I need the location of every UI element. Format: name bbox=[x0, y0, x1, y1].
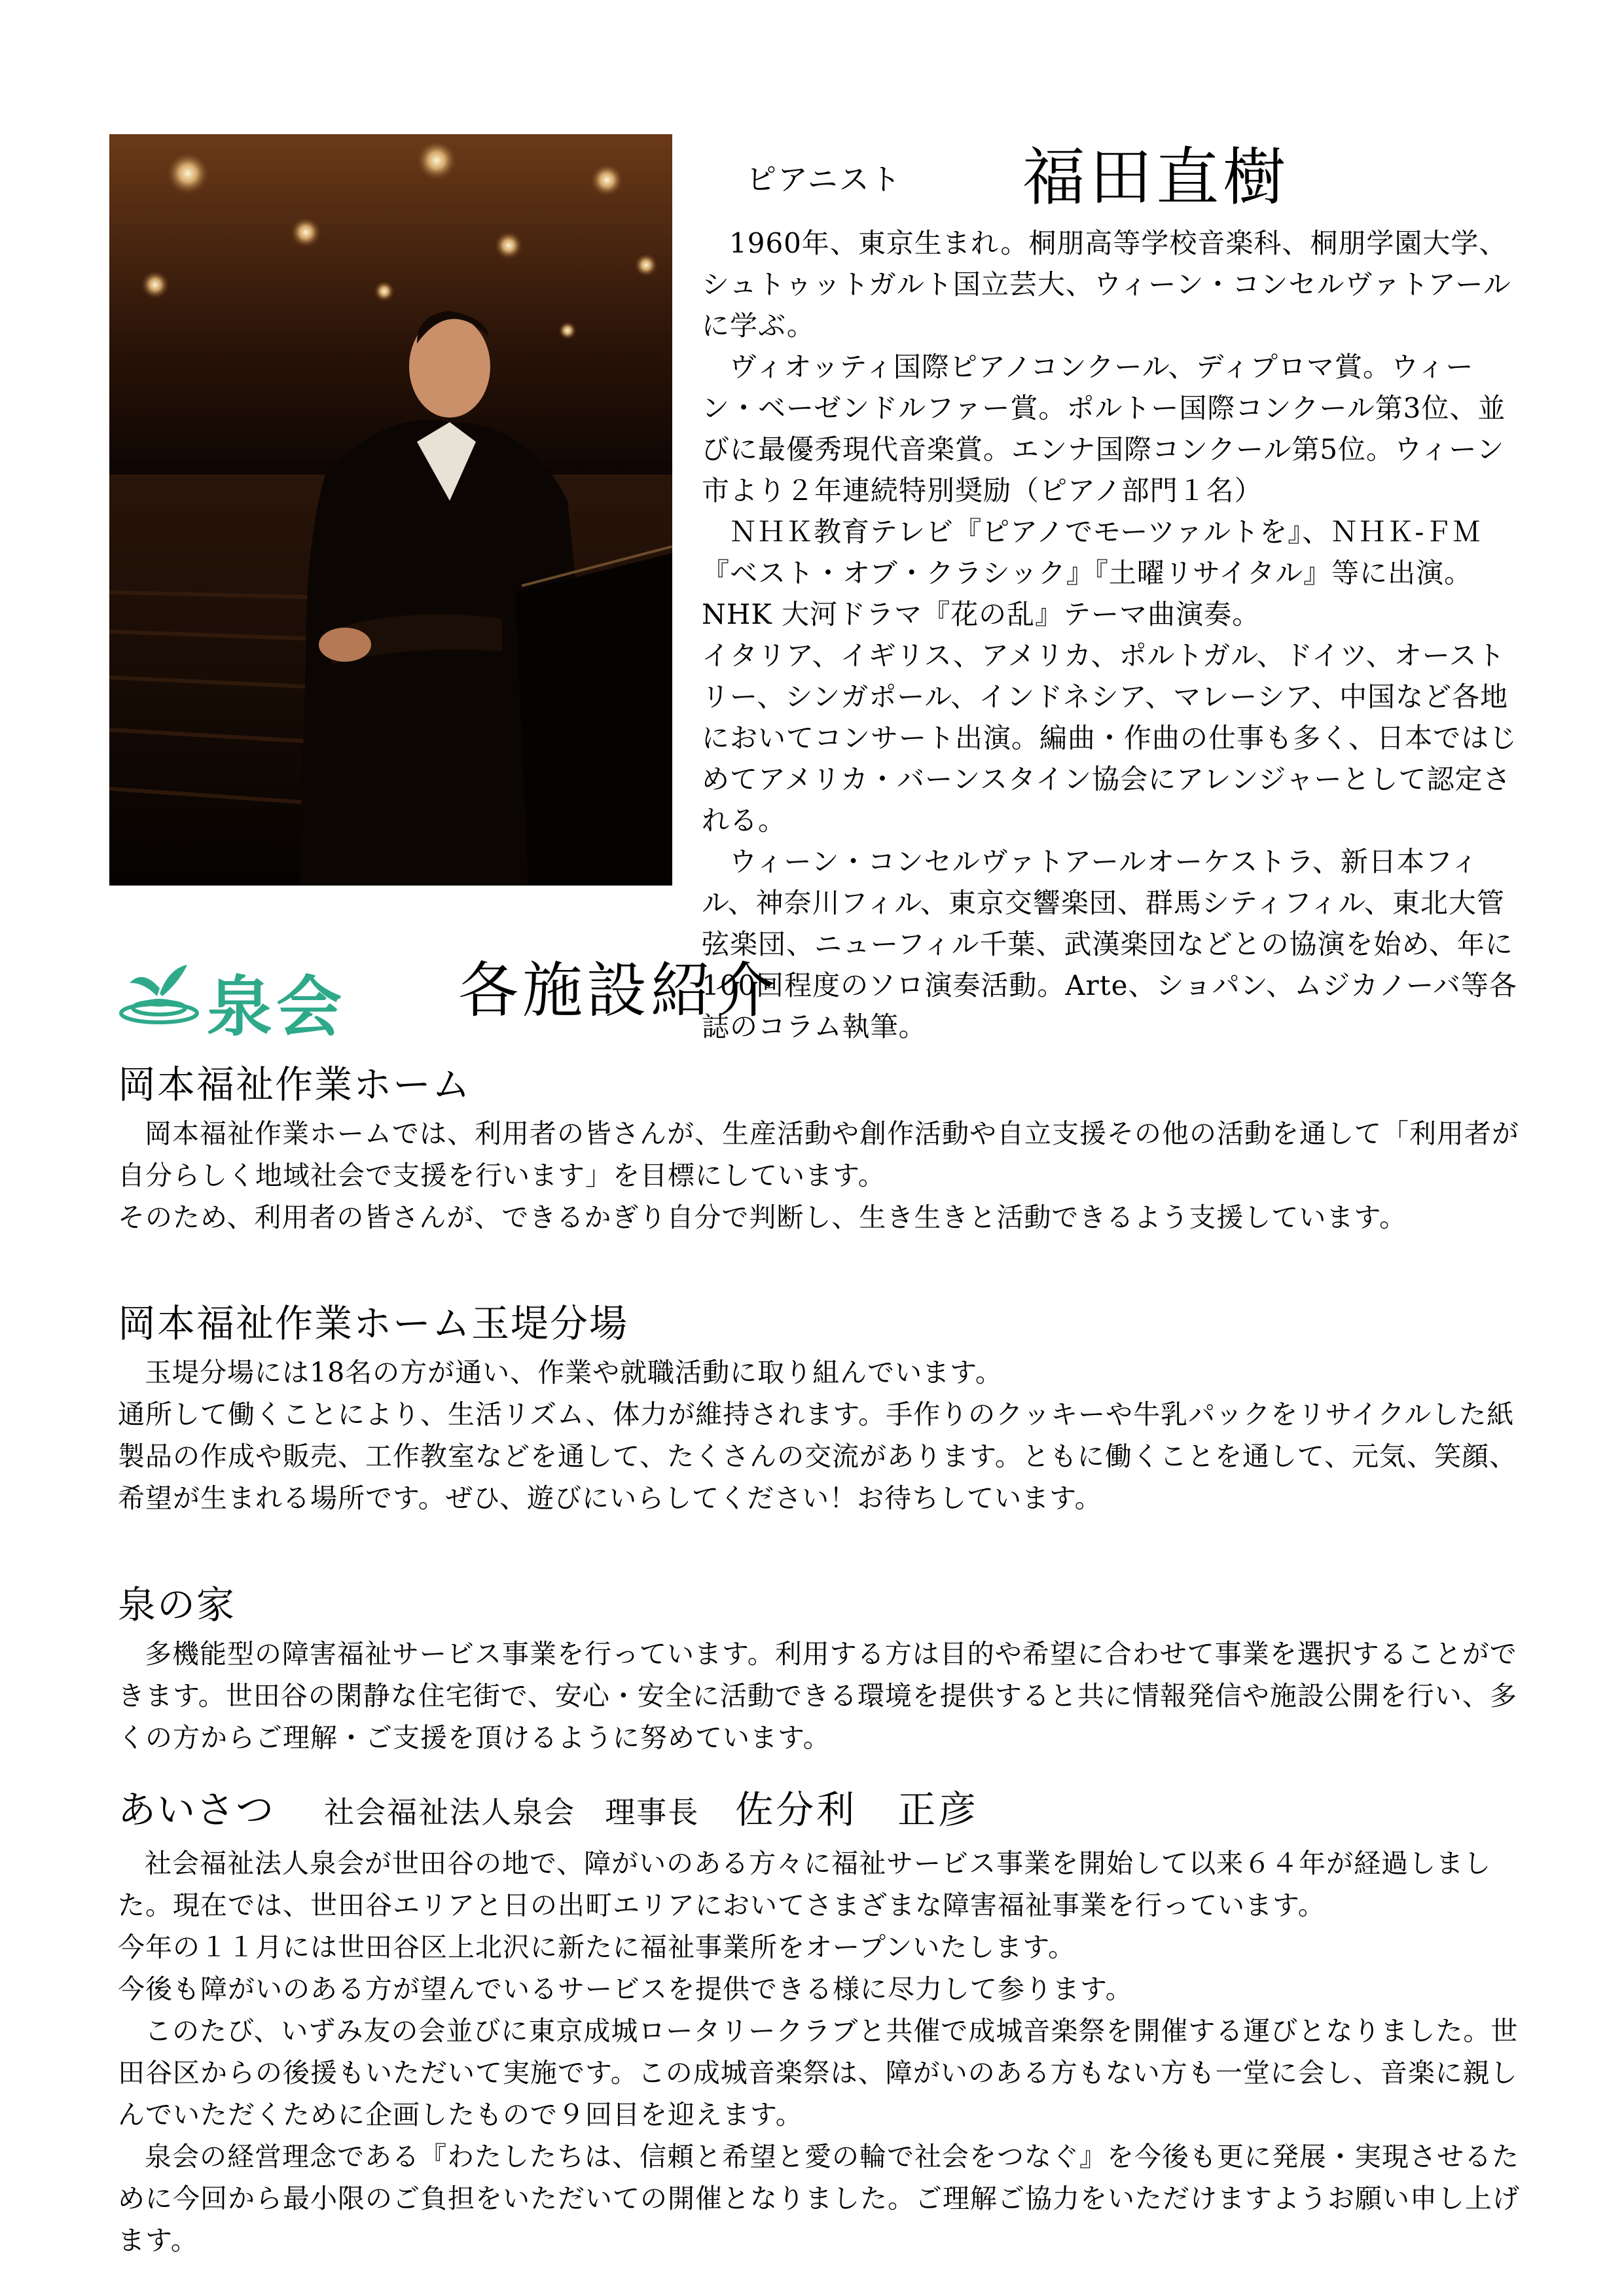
profile-role: ピアニスト bbox=[746, 162, 902, 197]
facility-description bbox=[118, 1633, 1525, 1759]
facility-paragraph: 岡本福祉作業ホームでは、利用者の皆さんが、生産活動や創作活動や自立支援その他の活動を通して「利用者が自分らしく地域社会で支援を行います」を目標にしています。 bbox=[118, 1118, 1519, 1191]
greeting-heading: あいさつ bbox=[118, 1787, 276, 1832]
greeting-header bbox=[118, 1779, 979, 1834]
greeting-paragraph: 社会福祉法人泉会が世田谷の地で、障がいのある方々に福祉サービス事業を開始して以来６４年が経過しました。現在では、世田谷エリアと日の出町エリアにおいてさまざまな障害福祉事業を行っています。 bbox=[118, 1848, 1492, 1921]
bio-paragraph: ヴィオッティ国際ピアノコンクール、ディプロマ賞。ウィーン・ベーゼンドルファー賞。ポルトー国際コンクール第3位、並びに最優秀現代音楽賞。エンナ国際コンクール第5位。ウィーン市より２年連続特別奨励（ピアノ部門１名） bbox=[702, 351, 1506, 507]
org-logo-text: 泉会 bbox=[207, 969, 346, 1045]
facility-description bbox=[118, 1113, 1525, 1238]
bio-paragraph: ＮＨＫ教育テレビ『ピアノでモーツァルトを』、ＮＨＫ-ＦＭ『ベスト・オブ・クラシック』『土曜リサイタル』等に出演。NHK 大河ドラマ『花の乱』テーマ曲演奏。 bbox=[702, 516, 1481, 630]
bio-paragraph: ウィーン・コンセルヴァトアールオーケストラ、新日本フィル、神奈川フィル、東京交響楽団、群馬シティフィル、東北大管弦楽団、ニューフィル千葉、武漢楽団などとの協演を始め、年に100回程度のソロ演奏活動。Arte、ショパン、ムジカノーバ等各誌のコラム執筆。 bbox=[702, 846, 1517, 1043]
greeting-position: 理事長 bbox=[605, 1795, 700, 1830]
greeting-paragraph: 今年の１１月には世田谷区上北沢に新たに福祉事業所をオープンいたします。 bbox=[118, 1931, 1076, 1963]
facility-title: 岡本福祉作業ホーム玉堤分場 bbox=[118, 1301, 629, 1346]
greeting-paragraph: 泉会の経営理念である『わたしたちは、信頼と希望と愛の輪で社会をつなぐ』を今後も更に発展・実現させるために今回から最小限のご負担をいただいての開催となりました。ご理解ご協力をいただけますようお願い申し上げます。 bbox=[118, 2141, 1520, 2256]
facility-paragraph: 多機能型の障害福祉サービス事業を行っています。利用する方は目的や希望に合わせて事業を選択することができます。世田谷の閑静な住宅街で、安心・安全に活動できる環境を提供すると共に情報発信や施設公開を行い、多くの方からご理解・ご支援を頂けるように努めています。 bbox=[118, 1638, 1517, 1753]
greeting-text bbox=[118, 1842, 1525, 2261]
section-title: 各施設紹介 bbox=[458, 956, 780, 1026]
greeting-paragraph: 今後も障がいのある方が望んでいるサービスを提供できる様に尽力して参ります。 bbox=[118, 1973, 1133, 2005]
facility-description bbox=[118, 1352, 1525, 1519]
greeting-organization: 社会福祉法人泉会 bbox=[324, 1795, 576, 1830]
greeting-paragraph: このたび、いずみ友の会並びに東京成城ロータリークラブと共催で成城音楽祭を開催する運びとなりました。世田谷区からの後援もいただいて実施です。この成城音楽祭は、障がいのある方もない方も一堂に会し、音楽に親しんでいただくために企画したもので９回目を迎えます。 bbox=[118, 2015, 1519, 2130]
pianist-name: 福田直樹 bbox=[1022, 141, 1290, 214]
facility-paragraph: 通所して働くことにより、生活リズム、体力が維持されます。手作りのクッキーや牛乳パックをリサイクルした紙製品の作成や販売、工作教室などを通して、たくさんの交流があります。ともに働くことを通して、元気、笑顔、希望が生まれる場所です。ぜひ、遊びにいらしてください！お待ちしています。 bbox=[118, 1399, 1517, 1514]
org-logo bbox=[117, 942, 365, 1045]
facility-title: 泉の家 bbox=[118, 1583, 236, 1627]
facility-paragraph: そのため、利用者の皆さんが、できるかぎり自分で判断し、生き生きと活動できるよう支援しています。 bbox=[118, 1202, 1407, 1233]
greeting-name: 佐分利 正彦 bbox=[735, 1787, 979, 1832]
facility-title: 岡本福祉作業ホーム bbox=[118, 1062, 472, 1107]
facility-paragraph: 玉堤分場には18名の方が通い、作業や就職活動に取り組んでいます。 bbox=[145, 1357, 1003, 1388]
profile-bio bbox=[702, 223, 1526, 1047]
bio-paragraph: イタリア、イギリス、アメリカ、ポルトガル、ドイツ、オーストリー、シンガポール、インドネシア、マレーシア、中国など各地においてコンサート出演。編曲・作曲の仕事も多く、日本ではじめてアメリカ・バーンスタイン協会にアレンジャーとして認定される。 bbox=[702, 639, 1518, 836]
spring-logo-icon bbox=[117, 956, 202, 1028]
bio-paragraph: 1960年、東京生まれ。桐朋高等学校音楽科、桐朋学園大学、シュトゥットガルト国立芸大、ウィーン・コンセルヴァトアールに学ぶ。 bbox=[702, 227, 1511, 342]
pianist-photo bbox=[109, 134, 672, 886]
